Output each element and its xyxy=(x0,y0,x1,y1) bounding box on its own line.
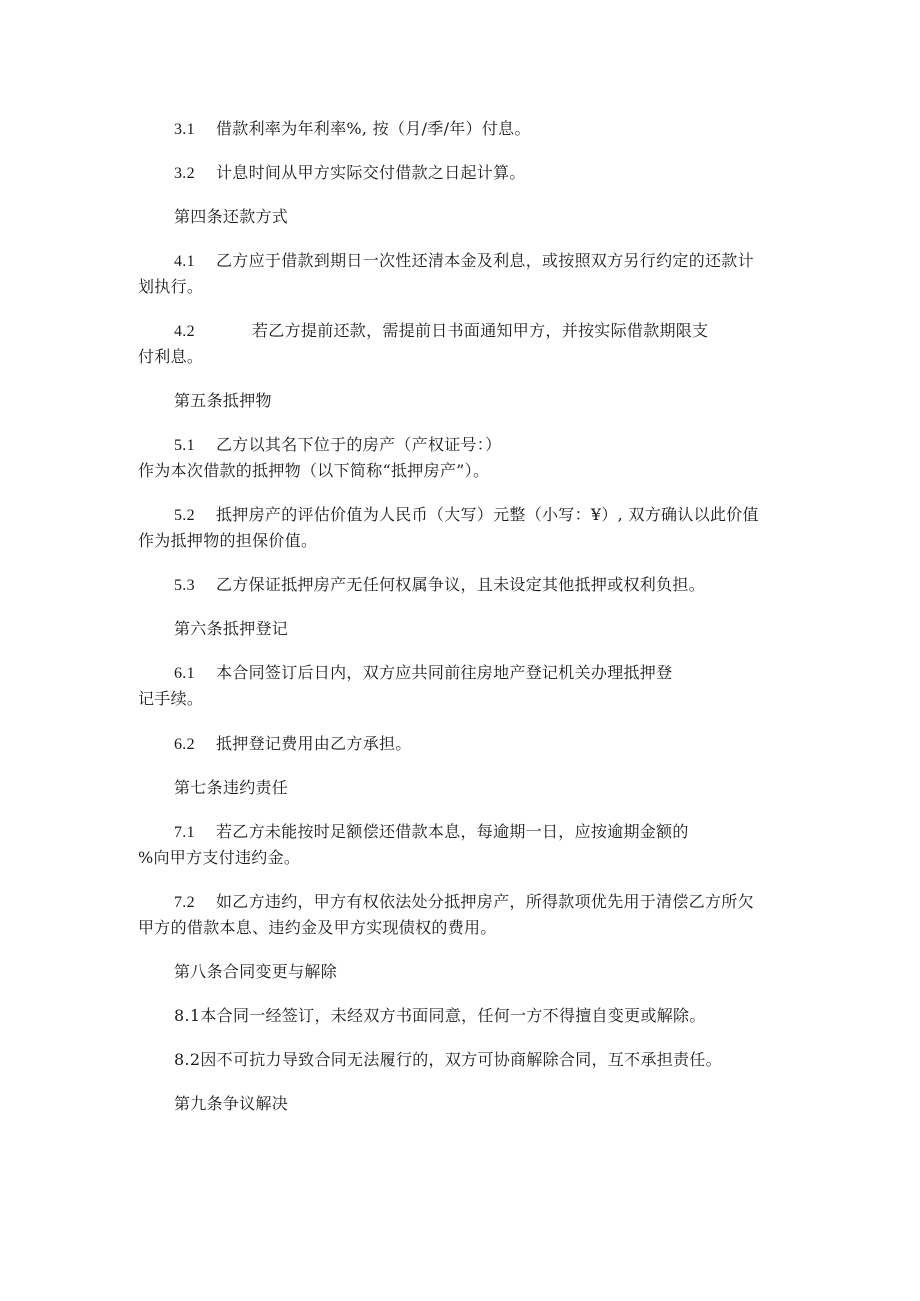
clause-number: 3.1 xyxy=(174,121,195,138)
clause-7-2 xyxy=(174,891,754,914)
clause-5-3 xyxy=(174,574,705,597)
article-5-heading: 第五条抵押物 xyxy=(174,391,272,410)
clause-5-2 xyxy=(174,504,759,527)
clause-7-1-continuation: %向甲方支付违约金。 xyxy=(138,848,301,867)
clause-5-2-continuation: 作为抵押物的担保价值。 xyxy=(138,531,318,550)
clause-7-1 xyxy=(174,821,689,844)
clause-number: 5.2 xyxy=(174,507,195,524)
clause-8-2: 8.2因不可抗力导致合同无法履行的，双方可协商解除合同，互不承担责任。 xyxy=(174,1050,722,1069)
article-4-heading: 第四条还款方式 xyxy=(174,207,289,226)
article-7-heading: 第七条违约责任 xyxy=(174,778,289,797)
clause-text: 计息时间从甲方实际交付借款之日起计算。 xyxy=(216,163,526,182)
clause-text: 如乙方违约，甲方有权依法处分抵押房产，所得款项优先用于清偿乙方所欠 xyxy=(216,892,754,911)
clause-4-1 xyxy=(174,250,754,273)
clause-text: 借款利率为年利率%, 按（月/季/年）付息。 xyxy=(216,119,531,138)
clause-4-2 xyxy=(174,320,708,343)
clause-number: 4.1 xyxy=(174,253,195,270)
clause-5-1-continuation: 作为本次借款的抵押物（以下简称“抵押房产”）。 xyxy=(138,461,490,480)
clause-3-1 xyxy=(174,118,531,141)
clause-6-1-continuation: 记手续。 xyxy=(138,689,204,708)
clause-number: 7.1 xyxy=(174,824,195,841)
clause-text: 乙方应于借款到期日一次性还清本金及利息，或按照双方另行约定的还款计 xyxy=(216,251,754,270)
clause-6-2 xyxy=(174,733,412,756)
article-6-heading: 第六条抵押登记 xyxy=(174,619,289,638)
clause-text: 本合同签订后日内，双方应共同前往房地产登记机关办理抵押登 xyxy=(216,663,673,682)
clause-number: 4.2 xyxy=(174,323,195,340)
clause-4-2-continuation: 付利息。 xyxy=(138,347,204,366)
article-9-heading: 第九条争议解决 xyxy=(174,1094,289,1113)
clause-8-1: 8.1本合同一经签订，未经双方书面同意，任何一方不得擅自变更或解除。 xyxy=(174,1006,706,1025)
clause-number: 5.1 xyxy=(174,437,195,454)
clause-number: 6.1 xyxy=(174,665,195,682)
clause-text: 抵押登记费用由乙方承担。 xyxy=(216,734,412,753)
clause-text: 乙方以其名下位于的房产（产权证号：） xyxy=(216,435,502,454)
clause-number: 3.2 xyxy=(174,165,195,182)
clause-6-1 xyxy=(174,662,672,685)
clause-number: 5.3 xyxy=(174,577,195,594)
clause-text: 若乙方提前还款，需提前日书面通知甲方，并按实际借款期限支 xyxy=(252,321,709,340)
clause-number: 7.2 xyxy=(174,894,195,911)
clause-4-1-continuation: 划执行。 xyxy=(138,277,204,296)
article-8-heading: 第八条合同变更与解除 xyxy=(174,962,338,981)
clause-number: 6.2 xyxy=(174,736,195,753)
clause-3-2 xyxy=(174,162,526,185)
clause-text: 抵押房产的评估价值为人民币（大写）元整（小写：¥）, 双方确认以此价值 xyxy=(216,505,759,524)
clause-text: 乙方保证抵押房产无任何权属争议，且未设定其他抵押或权利负担。 xyxy=(216,575,706,594)
clause-text: 若乙方未能按时足额偿还借款本息，每逾期一日，应按逾期金额的 xyxy=(216,822,689,841)
clause-5-1 xyxy=(174,434,501,457)
clause-7-2-continuation: 甲方的借款本息、违约金及甲方实现债权的费用。 xyxy=(138,918,497,937)
